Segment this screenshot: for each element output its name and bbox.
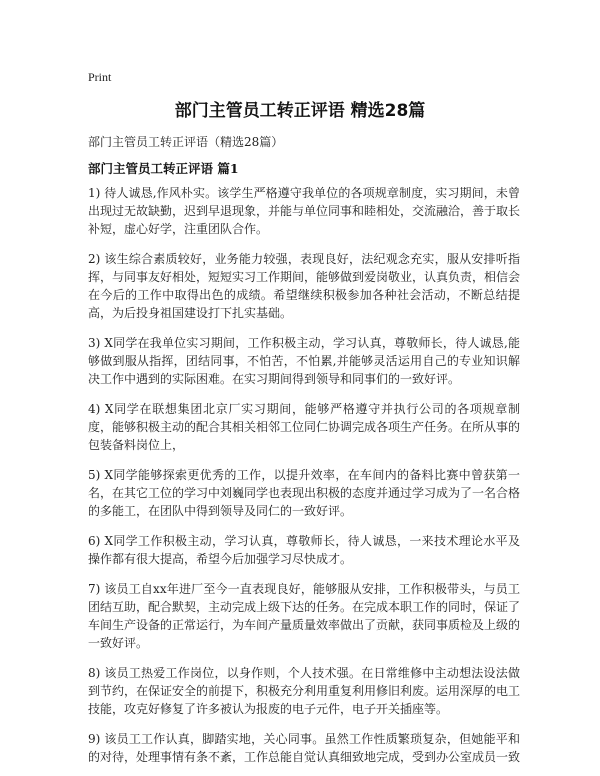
paragraph-5: 5) X同学能够探索更优秀的工作，以提升效率，在车间内的备料比赛中曾获第一名，在其它工位的学习中刘巍同学也表现出积极的态度并通过学习成为了一名合格的多能工，在团队中得到领导及同仁的一致好评。 — [88, 468, 521, 518]
print-label[interactable]: Print — [88, 70, 112, 84]
paragraph-2: 2) 该生综合素质较好，业务能力较强，表现良好，法纪观念充实，服从安排听指挥，与同事友好相处，短短实习工作期间，能够做到爱岗敬业，认真负责，相信会在今后的工作中取得出色的成绩。希望继续积极参加各种社会活动，不断总结提高，为后投身祖国建设打下扎实基础。 — [88, 252, 521, 320]
paragraph-8: 8) 该员工热爱工作岗位，以身作则，个人技术强。在日常维修中主动想法设法做到节约，在保证安全的前提下，积极充分利用重复利用修旧利废。运用深厚的电工技能，攻克好修复了许多被认为报废的电子元件，电子开关插座等。 — [88, 666, 521, 716]
paragraph-1: 1) 待人诚恳,作风朴实。该学生严格遵守我单位的各项规章制度，实习期间，未曾出现过无故缺勤，迟到早退现象，并能与单位同事和睦相处，交流融洽，善于取长补短，虚心好学，注重团队合作。 — [88, 186, 521, 236]
paragraph-6: 6) X同学工作积极主动，学习认真，尊敬师长，待人诚恳，一来技术理论水平及操作都有很大提高，希望今后加强学习尽快成才。 — [88, 534, 520, 566]
paragraph-9: 9) 该员工工作认真，脚踏实地，关心同事。虽然工作性质繁琐复杂，但她能平和的对待，处理事情有条不紊，工作总能自觉认真细致地完成，受到办公室成员一致 — [88, 732, 521, 764]
paragraph-list — [88, 184, 520, 776]
paragraph-4: 4) X同学在联想集团北京厂实习期间，能够严格遵守并执行公司的各项规章制度，能够积极主动的配合其相关相邻工位同仁协调完成各项生产任务。在所从事的包装备料岗位上， — [88, 402, 521, 452]
paragraph-7: 7) 该员工自xx年进厂至今一直表现良好，能够服从安排，工作积极带头，与员工团结互助，配合默契，主动完成上级下达的任务。在完成本职工作的同时，保证了车间生产设备的正常运行，为车间产量质量效率做出了贡献，获同事质检及上级的一致好评。 — [88, 582, 521, 650]
section-heading: 部门主管员工转正评语 篇1 — [88, 161, 239, 176]
paragraph-3: 3) X同学在我单位实习期间，工作积极主动，学习认真，尊敬师长，待人诚恳,能够做到服从指挥，团结同事，不怕苦，不怕累,并能够灵活运用自己的专业知识解决工作中遇到的实际困难。在实习期间得到领导和同事们的一致好评。 — [88, 336, 520, 386]
page-title: 部门主管员工转正评语 精选28篇 — [174, 101, 426, 121]
document-subtitle: 部门主管员工转正评语（精选28篇） — [88, 135, 284, 149]
